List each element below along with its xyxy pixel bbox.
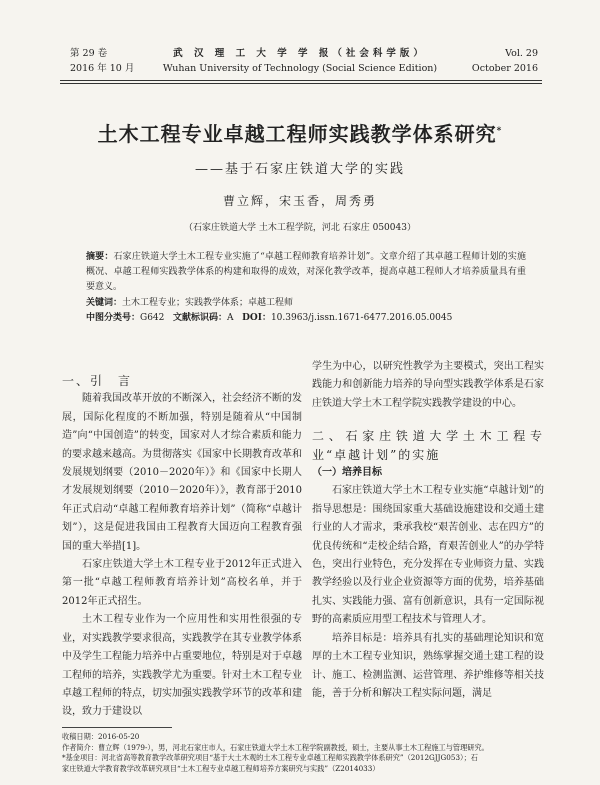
doi-value: 10.3963/j.issn.1671-6477.2016.05.0045 (270, 313, 453, 323)
section-1-paragraph-3: 土木工程专业作为一个应用性和实用性很强的专业，对实践教学要求很高，实践教学在其专业教学体系中及学生工程能力培养中占重要地位，特别是对于卓越工程师的培养，实践教学尤为重要。针对土木工程专业卓越工程师的特点，切实加强实践教学环节的改革和建设，致力于建设以 (62, 614, 302, 718)
right-paragraph-2: 石家庄铁道大学土木工程专业实施“卓越计划”的指导思想是：围绕国家重大基础设施建设和交通土建行业的人才需求，秉承我校“艰苦创业、志在四方”的优良传统和“走校企结合路，育艰苦创业人”的办学特色，突出行业特色，充分发挥在专业师资力量、实践教学经验以及行业企业资源等方面的优势，培养基础扎实、实践能力强、富有创新意识，具有一定国际视野的高素质应用型工程技术与管理人才。 (312, 485, 544, 626)
header-volume: 第 29 卷 (70, 48, 108, 59)
abstract-label: 摘要： (86, 252, 114, 262)
header-rule (60, 80, 542, 81)
doc-code-value: A (227, 313, 234, 323)
clc-value: G642 (140, 313, 165, 323)
classification-line (86, 311, 526, 325)
doi-label: DOI： (242, 313, 271, 323)
section-1-heading: 一、引 言 (62, 374, 133, 388)
paper-title-text: 土木工程专业卓越工程师实践教学体系研究 (97, 122, 497, 146)
doc-code-label: 文献标识码： (172, 313, 227, 323)
abstract-block (86, 250, 526, 295)
paper-authors: 曹立辉，宋玉香，周秀勇 (222, 194, 377, 208)
keywords-label: 关键词： (86, 298, 123, 308)
clc-label: 中图分类号： (86, 313, 141, 323)
section-1-paragraph-2: 石家庄铁道大学土木工程专业于2012年正式进入第一批“卓越工程师教育培养计划”高校名单，并于2012年正式招生。 (62, 559, 302, 607)
title-footnote-mark: * (496, 126, 503, 137)
journal-name-cn: 武 汉 理 工 大 学 学 报（社会科学版） (173, 48, 427, 59)
header-date: 2016 年 10 月 (70, 63, 135, 74)
paper-subtitle: ——基于石家庄铁道大学的实践 (194, 162, 405, 177)
paper-affiliation: （石家庄铁道大学 土木工程学院，河北 石家庄 050043） (184, 223, 416, 233)
right-paragraph-3: 培养目标是：培养具有扎实的基础理论知识和宽厚的土木工程专业知识，熟练掌握交通土建工程的设计、施工、检测监测、运营管理、养护维修等相关技能，善于分析和解决工程实际问题，满足 (312, 632, 544, 699)
header-rule-thin (60, 83, 542, 84)
footnotes-block (62, 732, 552, 774)
header-date-en: October 2016 (471, 63, 538, 74)
paper-title (0, 118, 600, 147)
body-column-right (312, 358, 544, 703)
footnote-funding-1: *基金项目：河北省高等教育教学改革研究项目“基于大土木观的土木工程专业卓越工程师实践教学体系研究”（2012GJJG053）；石 (62, 753, 478, 762)
footnote-rule (62, 727, 172, 728)
section-1-paragraph-1: 随着我国改革开放的不断深入，社会经济不断的发展，国际化程度的不断加强，特别是随着从“中国制造”向“中国创造”的转变，国家对人才综合素质和能力的要求越来越高。为贯彻落实《国家中长期教育改革和发展规划纲要（2010－2020年）》和《国家中长期人才发展规划纲要（2010－2020年）》，教育部于2010年正式启动“卓越工程师教育培养计划”（简称“卓越计划”），这是促进我国由工程教育大国迈向工程教育强国的重大举措[1]。 (62, 393, 302, 552)
keywords-line (86, 296, 526, 310)
journal-name-en: Wuhan University of Technology (Social Science Edition) (162, 63, 438, 74)
footnote-funding-2: 家庄铁道大学教育教学改革研究项目“土木工程专业卓越工程师培养方案研究与实践”（Z2014033） (62, 763, 380, 773)
section-2-heading: 二、石家庄铁道大学土木工程专业“卓越计划”的实施 (312, 429, 544, 462)
footnote-author-bio: 作者简介：曹立辉（1979-），男，河北石家庄市人，石家庄铁道大学土木工程学院副教授，硕士，主要从事土木工程施工与管理研究。 (62, 742, 489, 752)
body-column-left (62, 372, 302, 722)
keywords-text: 土木工程专业；实践教学体系；卓越工程师 (122, 298, 294, 308)
footnote-received: 收稿日期：2016-05-20 (62, 732, 140, 741)
right-paragraph-1: 学生为中心，以研究性教学为主要模式，突出工程实践能力和创新能力培养的导向型实践教学体系是石家庄铁道大学土木工程学院实践教学建设的中心。 (312, 361, 544, 409)
header-volume-en-block (472, 46, 538, 76)
abstract-text: 石家庄铁道大学土木工程专业实施了“卓越工程师教育培养计划”。文章介绍了其卓越工程师计划的实施概况、卓越工程师实践教学体系的构建和取得的成效，对深化教学改革，提高卓越工程师人才培养质量具有重要意义。 (86, 252, 526, 292)
subsection-1-heading: （一）培养目标 (312, 467, 382, 479)
header-volume-en: Vol. 29 (505, 48, 538, 59)
